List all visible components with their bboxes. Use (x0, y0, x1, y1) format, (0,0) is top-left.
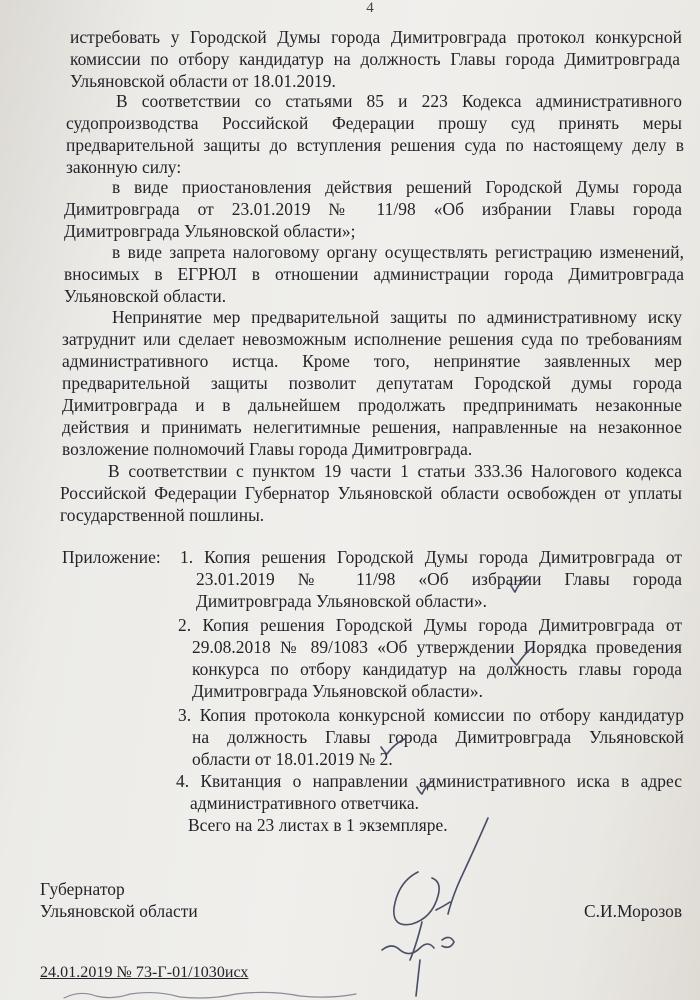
body-line-22: Российской Федерации Губернатор Ульяновской области освобожден от уплаты (60, 483, 682, 503)
check-mark-icon (416, 780, 434, 798)
body-line-11: в виде запрета налоговому органу осуществлять регистрацию изменений, (112, 242, 684, 262)
body-line-14: Непринятие мер предварительной защиты по административному иску (112, 307, 682, 327)
body-line-4: В соответствии со статьями 85 и 223 Кодекса административного (116, 91, 682, 111)
attachment-line-5: 29.08.2018 № 89/1083 «Об утверждении Порядка проведения (192, 637, 682, 657)
body-line-21: В соответствии с пунктом 19 части 1 статьи 333.36 Налогового кодекса (108, 461, 682, 481)
attachment-line-8: 3. Копия протокола конкурсной комиссии по отбору кандидатур (178, 705, 684, 725)
body-line-15: затруднит или сделает невозможным исполнение решения суда по требованиям (62, 329, 682, 349)
body-line-16: административного истца. Кроме того, непринятие заявленных мер (62, 351, 682, 371)
handwritten-signature (370, 810, 500, 1000)
page-number: 4 (366, 0, 374, 16)
body-line-10: Димитровграда Ульяновской области»; (64, 221, 356, 241)
body-line-17: предварительной защиты позволит депутатам Городской думы города (62, 373, 682, 393)
signatory-name: С.И.Морозов (584, 901, 683, 921)
body-line-20: возложение полномочий Главы города Димитровграда. (62, 439, 473, 459)
cutoff-handwriting (60, 988, 360, 1000)
body-line-13: Ульяновской области. (64, 286, 227, 306)
attachment-line-3: Димитровграда Ульяновской области». (196, 591, 487, 611)
attachment-line-10: области от 18.01.2019 № 2. (192, 749, 393, 769)
body-line-5: судопроизводства Российской Федерации прошу суд принять меры (66, 113, 682, 133)
attachment-line-6: конкурса по отбору кандидатур на должность главы города (192, 659, 682, 679)
attachment-line-9: на должность Главы города Димитровграда Ульяновской (192, 727, 684, 747)
attachment-line-1: 1. Копия решения Городской Думы города Димитровграда от (180, 547, 682, 567)
body-line-1: истребовать у Городской Думы города Димитровграда протокол конкурсной (70, 27, 682, 47)
attachment-line-11: 4. Квитанция о направлении административного иска в адрес (176, 771, 682, 791)
attachment-line-2: 23.01.2019 № 11/98 «Об избрании Главы города (196, 569, 682, 589)
check-mark-icon (508, 575, 528, 595)
body-line-8: в виде приостановления действия решений Городской Думы города (112, 177, 682, 197)
body-line-23: государственной пошлины. (60, 505, 265, 525)
body-line-12: вносимых в ЕГРЮЛ в отношении администрации города Димитровграда (64, 264, 684, 284)
check-mark-icon (510, 645, 534, 667)
attachment-line-12: административного ответчика. (190, 793, 420, 813)
check-mark-icon (380, 735, 406, 757)
attachment-total: Всего на 23 листах в 1 экземпляре. (188, 815, 448, 835)
registration-number: 24.01.2019 № 73-Г-01/1030исх (40, 964, 249, 981)
body-line-6: предварительной защиты до вступления решения суда по настоящему делу в (66, 135, 684, 155)
attachments-label: Приложение: (62, 547, 161, 567)
signatory-title-line-2: Ульяновской области (40, 901, 198, 921)
body-line-18: Димитровграда и в дальнейшем продолжать предпринимать незаконные (62, 395, 682, 415)
attachment-line-4: 2. Копия решения Городской Думы города Димитровграда от (178, 615, 682, 635)
body-line-2: комиссии по отбору кандидатур на должность Главы города Димитровграда (70, 49, 680, 69)
body-line-19: действия и принимать нелегитимные решения, направленные на незаконное (62, 417, 682, 437)
signatory-title-line-1: Губернатор (40, 879, 125, 899)
body-line-9: Димитровграда от 23.01.2019 № 11/98 «Об избрании Главы города (64, 199, 682, 219)
body-line-7: законную силу: (66, 157, 182, 177)
body-line-3: Ульяновской области от 18.01.2019. (70, 71, 336, 91)
attachment-line-7: Димитровграда Ульяновской области». (192, 681, 483, 701)
